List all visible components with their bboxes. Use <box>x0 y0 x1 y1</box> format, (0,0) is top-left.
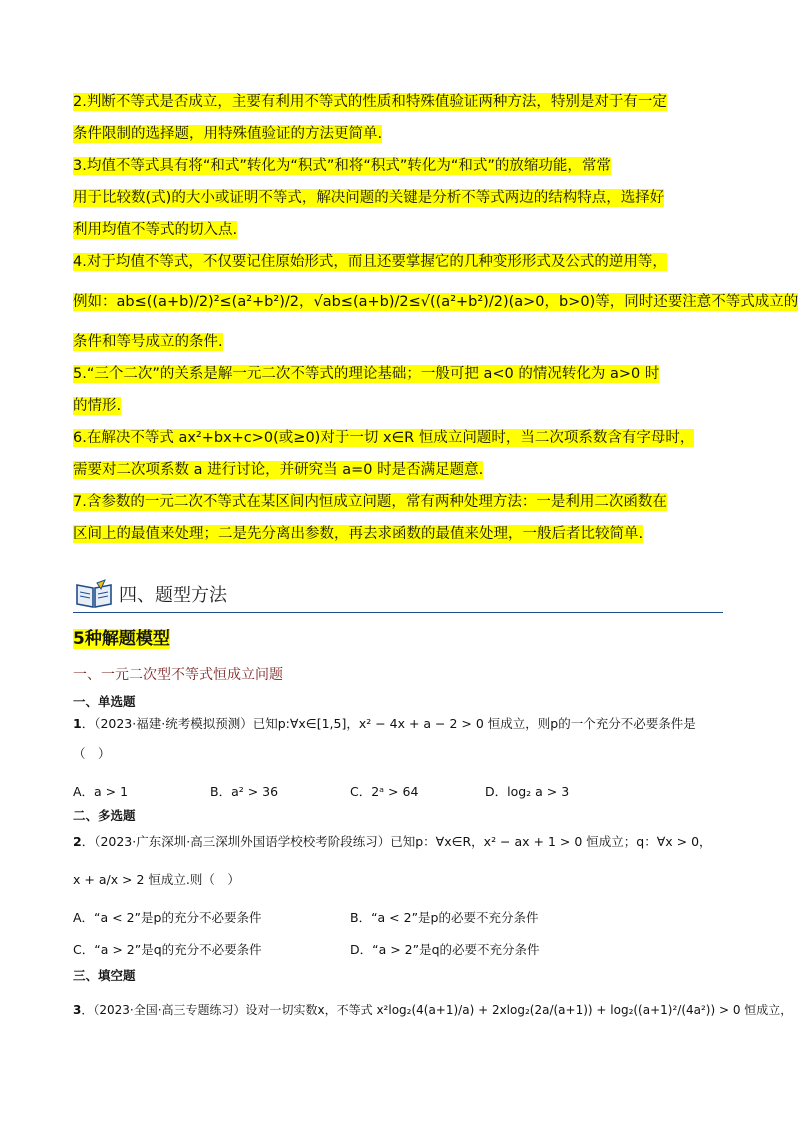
note-line: 5.“三个二次”的关系是解一元二次不等式的理论基础；一般可把 a<0 的情况转化为 a>0 时 <box>73 366 660 382</box>
option-c: C．2ᵃ > 64 <box>350 784 419 799</box>
option-d: D．“a > 2”是q的必要不充分条件 <box>350 942 540 957</box>
model-title: 5种解题模型 <box>73 629 170 649</box>
subheading-single: 一、单选题 <box>73 694 136 709</box>
section-divider <box>73 612 723 614</box>
notes-block <box>73 90 798 554</box>
question-1: 1．（2023·福建·统考模拟预测）已知p:∀x∈[1,5]，x² − 4x + a − 2 > 0 恒成立，则p的一个充分不必要条件是 <box>73 716 696 731</box>
note-line: 条件限制的选择题，用特殊值验证的方法更简单. <box>73 126 383 142</box>
option-a: A．a > 1 <box>73 784 129 799</box>
question-2-options-row2 <box>73 940 723 960</box>
option-a: A．“a < 2”是p的充分不必要条件 <box>73 910 262 925</box>
question-2: 2．（2023·广东深圳·高三深圳外国语学校校考阶段练习）已知p：∀x∈R，x² − ax + 1 > 0 恒成立；q：∀x > 0， <box>73 834 712 849</box>
note-line: 利用均值不等式的切入点. <box>73 222 238 238</box>
note-line: 用于比较数(式)的大小或证明不等式，解决问题的关键是分析不等式两边的结构特点，选择好 <box>73 190 665 206</box>
category-title: 一、一元二次型不等式恒成立问题 <box>73 667 283 683</box>
option-b: B．a² > 36 <box>210 784 279 799</box>
note-line: 区间上的最值来处理；二是先分离出参数，再去求函数的最值来处理，一般后者比较简单. <box>73 526 644 542</box>
question-3: 3．（2023·全国·高三专题练习）设对一切实数x，不等式 x²log₂(4(a+1)/a) + 2xlog₂(2a/(a+1)) + log₂((a+1)²/(4a²)) > 0 恒成立， <box>73 1003 793 1017</box>
note-line: 条件和等号成立的条件. <box>73 334 223 350</box>
note-line: 需要对二次项系数 a 进行讨论，并研究当 a=0 时是否满足题意. <box>73 462 484 478</box>
question-1-options <box>73 782 723 802</box>
note-line: 4.对于均值不等式，不仅要记住原始形式，而且还要掌握它的几种变形形式及公式的逆用等， <box>73 254 667 270</box>
note-line: 例如：ab≤((a+b)/2)²≤(a²+b²)/2，√ab≤(a+b)/2≤√((a²+b²)/2)(a>0，b>0)等，同时还要注意不等式成立的 <box>73 294 798 310</box>
option-b: B．“a < 2”是p的必要不充分条件 <box>350 910 539 925</box>
subheading-multi: 二、多选题 <box>73 808 136 823</box>
book-icon <box>75 579 113 609</box>
note-line: 的情形. <box>73 398 122 414</box>
option-c: C．“a > 2”是q的充分不必要条件 <box>73 942 262 957</box>
question-1-paren: （ ） <box>73 746 111 761</box>
option-d: D．log₂ a > 3 <box>485 784 570 799</box>
section-header <box>73 577 723 613</box>
section-title: 四、题型方法 <box>119 585 227 606</box>
note-line: 6.在解决不等式 ax²+bx+c>0(或≥0)对于一切 x∈R 恒成立问题时，当二次项系数含有字母时， <box>73 430 695 446</box>
note-line: 7.含参数的一元二次不等式在某区间内恒成立问题，常有两种处理方法：一是利用二次函数在 <box>73 494 667 510</box>
note-line: 2.判断不等式是否成立，主要有利用不等式的性质和特殊值验证两种方法，特别是对于有一定 <box>73 94 667 110</box>
note-line: 3.均值不等式具有将“和式”转化为“积式”和将“积式”转化为“和式”的放缩功能，常常 <box>73 158 611 174</box>
subheading-fill: 三、填空题 <box>73 968 136 983</box>
question-2-options-row1 <box>73 908 723 928</box>
question-2-line2: x + a/x > 2 恒成立.则（ ） <box>73 872 240 887</box>
